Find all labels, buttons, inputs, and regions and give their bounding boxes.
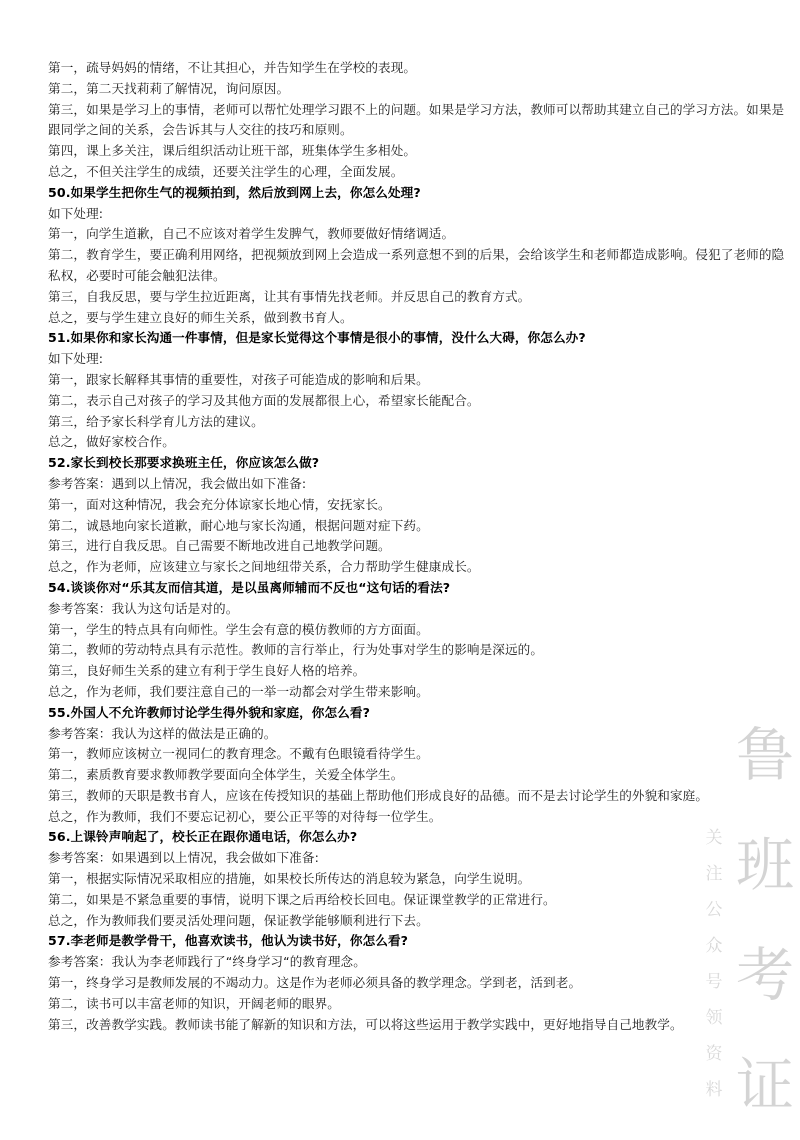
summary-line: 总之，作为老师，我们要注意自己的一举一动都会对学生带来影响。 xyxy=(48,683,429,699)
watermark-char: 注 xyxy=(705,864,723,884)
summary-line: 总之，做好家校合作。 xyxy=(48,434,175,450)
watermark-char: 公 xyxy=(705,900,723,920)
answer-line: 跟同学之间的关系，会告诉其与人交往的技巧和原则。 xyxy=(48,122,353,138)
answer-line: 第三，如果是学习上的事情，老师可以帮忙处理学习跟不上的问题。如果是学习方法，教师可以帮助其建立自己的学习方法。如果是 xyxy=(48,101,785,117)
answer-line: 第四，课上多关注，课后组织活动让班干部，班集体学生多相处。 xyxy=(48,143,417,159)
answer-line: 第二，诚恳地向家长道歉，耐心地与家长沟通，根据问题对症下药。 xyxy=(48,517,429,533)
answer-line: 第三，进行自我反思。自己需要不断地改进自己地教学问题。 xyxy=(48,538,391,554)
answer-line: 参考答案：我认为这样的做法是正确的。 xyxy=(48,725,277,741)
answer-line: 第二，第二天找莉莉了解情况，询问原因。 xyxy=(48,80,290,96)
answer-line: 第三，良好师生关系的建立有利于学生良好人格的培养。 xyxy=(48,663,366,679)
answer-line: 参考答案：我认为这句话是对的。 xyxy=(48,600,239,616)
answer-line: 第二，素质教育要求教师教学要面向全体学生，关爱全体学生。 xyxy=(48,767,404,783)
document-body xyxy=(48,58,785,1035)
answer-line: 第三，给予家长科学育儿方法的建议。 xyxy=(48,413,264,429)
answer-line: 第二，教育学生，要正确利用网络，把视频放到网上会造成一系列意想不到的后果，会给该学生和老师都造成影响。侵犯了老师的隐 xyxy=(48,247,785,263)
watermark-char: 领 xyxy=(705,1008,723,1028)
answer-line: 第二，如果是不紧急重要的事情，说明下课之后再给校长回电。保证课堂教学的正常进行。 xyxy=(48,891,556,907)
watermark-char: 众 xyxy=(705,936,723,956)
question-heading: 52.家长到校长那要求换班主任，你应该怎么做? xyxy=(48,455,320,471)
summary-line: 总之，作为老师，应该建立与家长之间地纽带关系，合力帮助学生健康成长。 xyxy=(48,559,480,575)
watermark-char: 号 xyxy=(705,972,723,992)
answer-line: 第二，表示自己对孩子的学习及其他方面的发展都很上心，希望家长能配合。 xyxy=(48,392,480,408)
watermark-char: 考 xyxy=(735,941,794,1009)
answer-line: 第一，根据实际情况采取相应的措施，如果校长所传达的消息较为紧急，向学生说明。 xyxy=(48,871,531,887)
watermark-char: 证 xyxy=(735,1051,794,1119)
answer-line: 第一，跟家长解释其事情的重要性，对孩子可能造成的影响和后果。 xyxy=(48,371,429,387)
answer-line: 第一，面对这种情况，我会充分体谅家长地心情，安抚家长。 xyxy=(48,496,391,512)
answer-line: 私权，必要时可能会触犯法律。 xyxy=(48,267,226,283)
answer-line: 第一，教师应该树立一视同仁的教育理念。不戴有色眼镜看待学生。 xyxy=(48,746,429,762)
answer-line: 第二，读书可以丰富老师的知识，开阔老师的眼界。 xyxy=(48,995,340,1011)
question-heading: 54.谈谈你对“乐其友而信其道，是以虽离师辅而不反也“这句话的看法? xyxy=(48,579,451,595)
question-heading: 55.外国人不允许教师讨论学生得外貌和家庭，你怎么看? xyxy=(48,704,370,720)
answer-line: 第一，向学生道歉，自己不应该对着学生发脾气，教师要做好情绪调适。 xyxy=(48,226,455,242)
answer-line: 如下处理: xyxy=(48,205,104,221)
summary-line: 总之，作为教师我们要灵活处理问题，保证教学能够顺利进行下去。 xyxy=(48,912,429,928)
answer-line: 第一，学生的特点具有向师性。学生会有意的模仿教师的方方面面。 xyxy=(48,621,429,637)
question-heading: 57.李老师是教学骨干，他喜欢读书，他认为读书好，你怎么看? xyxy=(48,933,409,949)
summary-line: 总之，作为教师，我们不要忘记初心，要公正平等的对待每一位学生。 xyxy=(48,808,442,824)
answer-line: 参考答案：遇到以上情况，我会做出如下准备: xyxy=(48,475,307,491)
watermark-char: 资 xyxy=(705,1044,723,1064)
watermark-char: 料 xyxy=(705,1080,723,1100)
watermark-char: 关 xyxy=(705,828,723,848)
answer-line: 参考答案：我认为李老师践行了“终身学习“的教育理念。 xyxy=(48,954,366,970)
answer-line: 第二，教师的劳动特点具有示范性。教师的言行举止，行为处事对学生的影响是深远的。 xyxy=(48,642,544,658)
summary-line: 总之，要与学生建立良好的师生关系，做到教书育人。 xyxy=(48,309,353,325)
question-heading: 50.如果学生把你生气的视频拍到，然后放到网上去，你怎么处理? xyxy=(48,184,421,200)
question-heading: 56.上课铃声响起了，校长正在跟你通电话，你怎么办? xyxy=(48,829,358,845)
answer-line: 参考答案：如果遇到以上情况，我会做如下准备: xyxy=(48,850,319,866)
answer-line: 第一，疏导妈妈的情绪，不让其担心，并告知学生在学校的表现。 xyxy=(48,60,417,75)
summary-line: 总之，不但关注学生的成绩，还要关注学生的心理，全面发展。 xyxy=(48,163,404,179)
answer-line: 如下处理: xyxy=(48,351,104,367)
watermark-char: 班 xyxy=(735,831,794,899)
answer-line: 第三，改善教学实践。教师读书能了解新的知识和方法，可以将这些运用于教学实践中，更好地指导自己地教学。 xyxy=(48,1016,683,1032)
answer-line: 第一，终身学习是教师发展的不竭动力。这是作为老师必须具备的教学理念。学到老，活到老。 xyxy=(48,975,582,991)
question-heading: 51.如果你和家长沟通一件事情，但是家长觉得这个事情是很小的事情，没什么大碍，你怎么办? xyxy=(48,330,586,346)
watermark-char: 鲁 xyxy=(735,721,794,789)
answer-line: 第三，教师的天职是教书育人，应该在传授知识的基础上帮助他们形成良好的品德。而不是去讨论学生的外貌和家庭。 xyxy=(48,787,709,803)
answer-line: 第三，自我反思，要与学生拉近距离，让其有事情先找老师。并反思自己的教育方式。 xyxy=(48,288,531,304)
